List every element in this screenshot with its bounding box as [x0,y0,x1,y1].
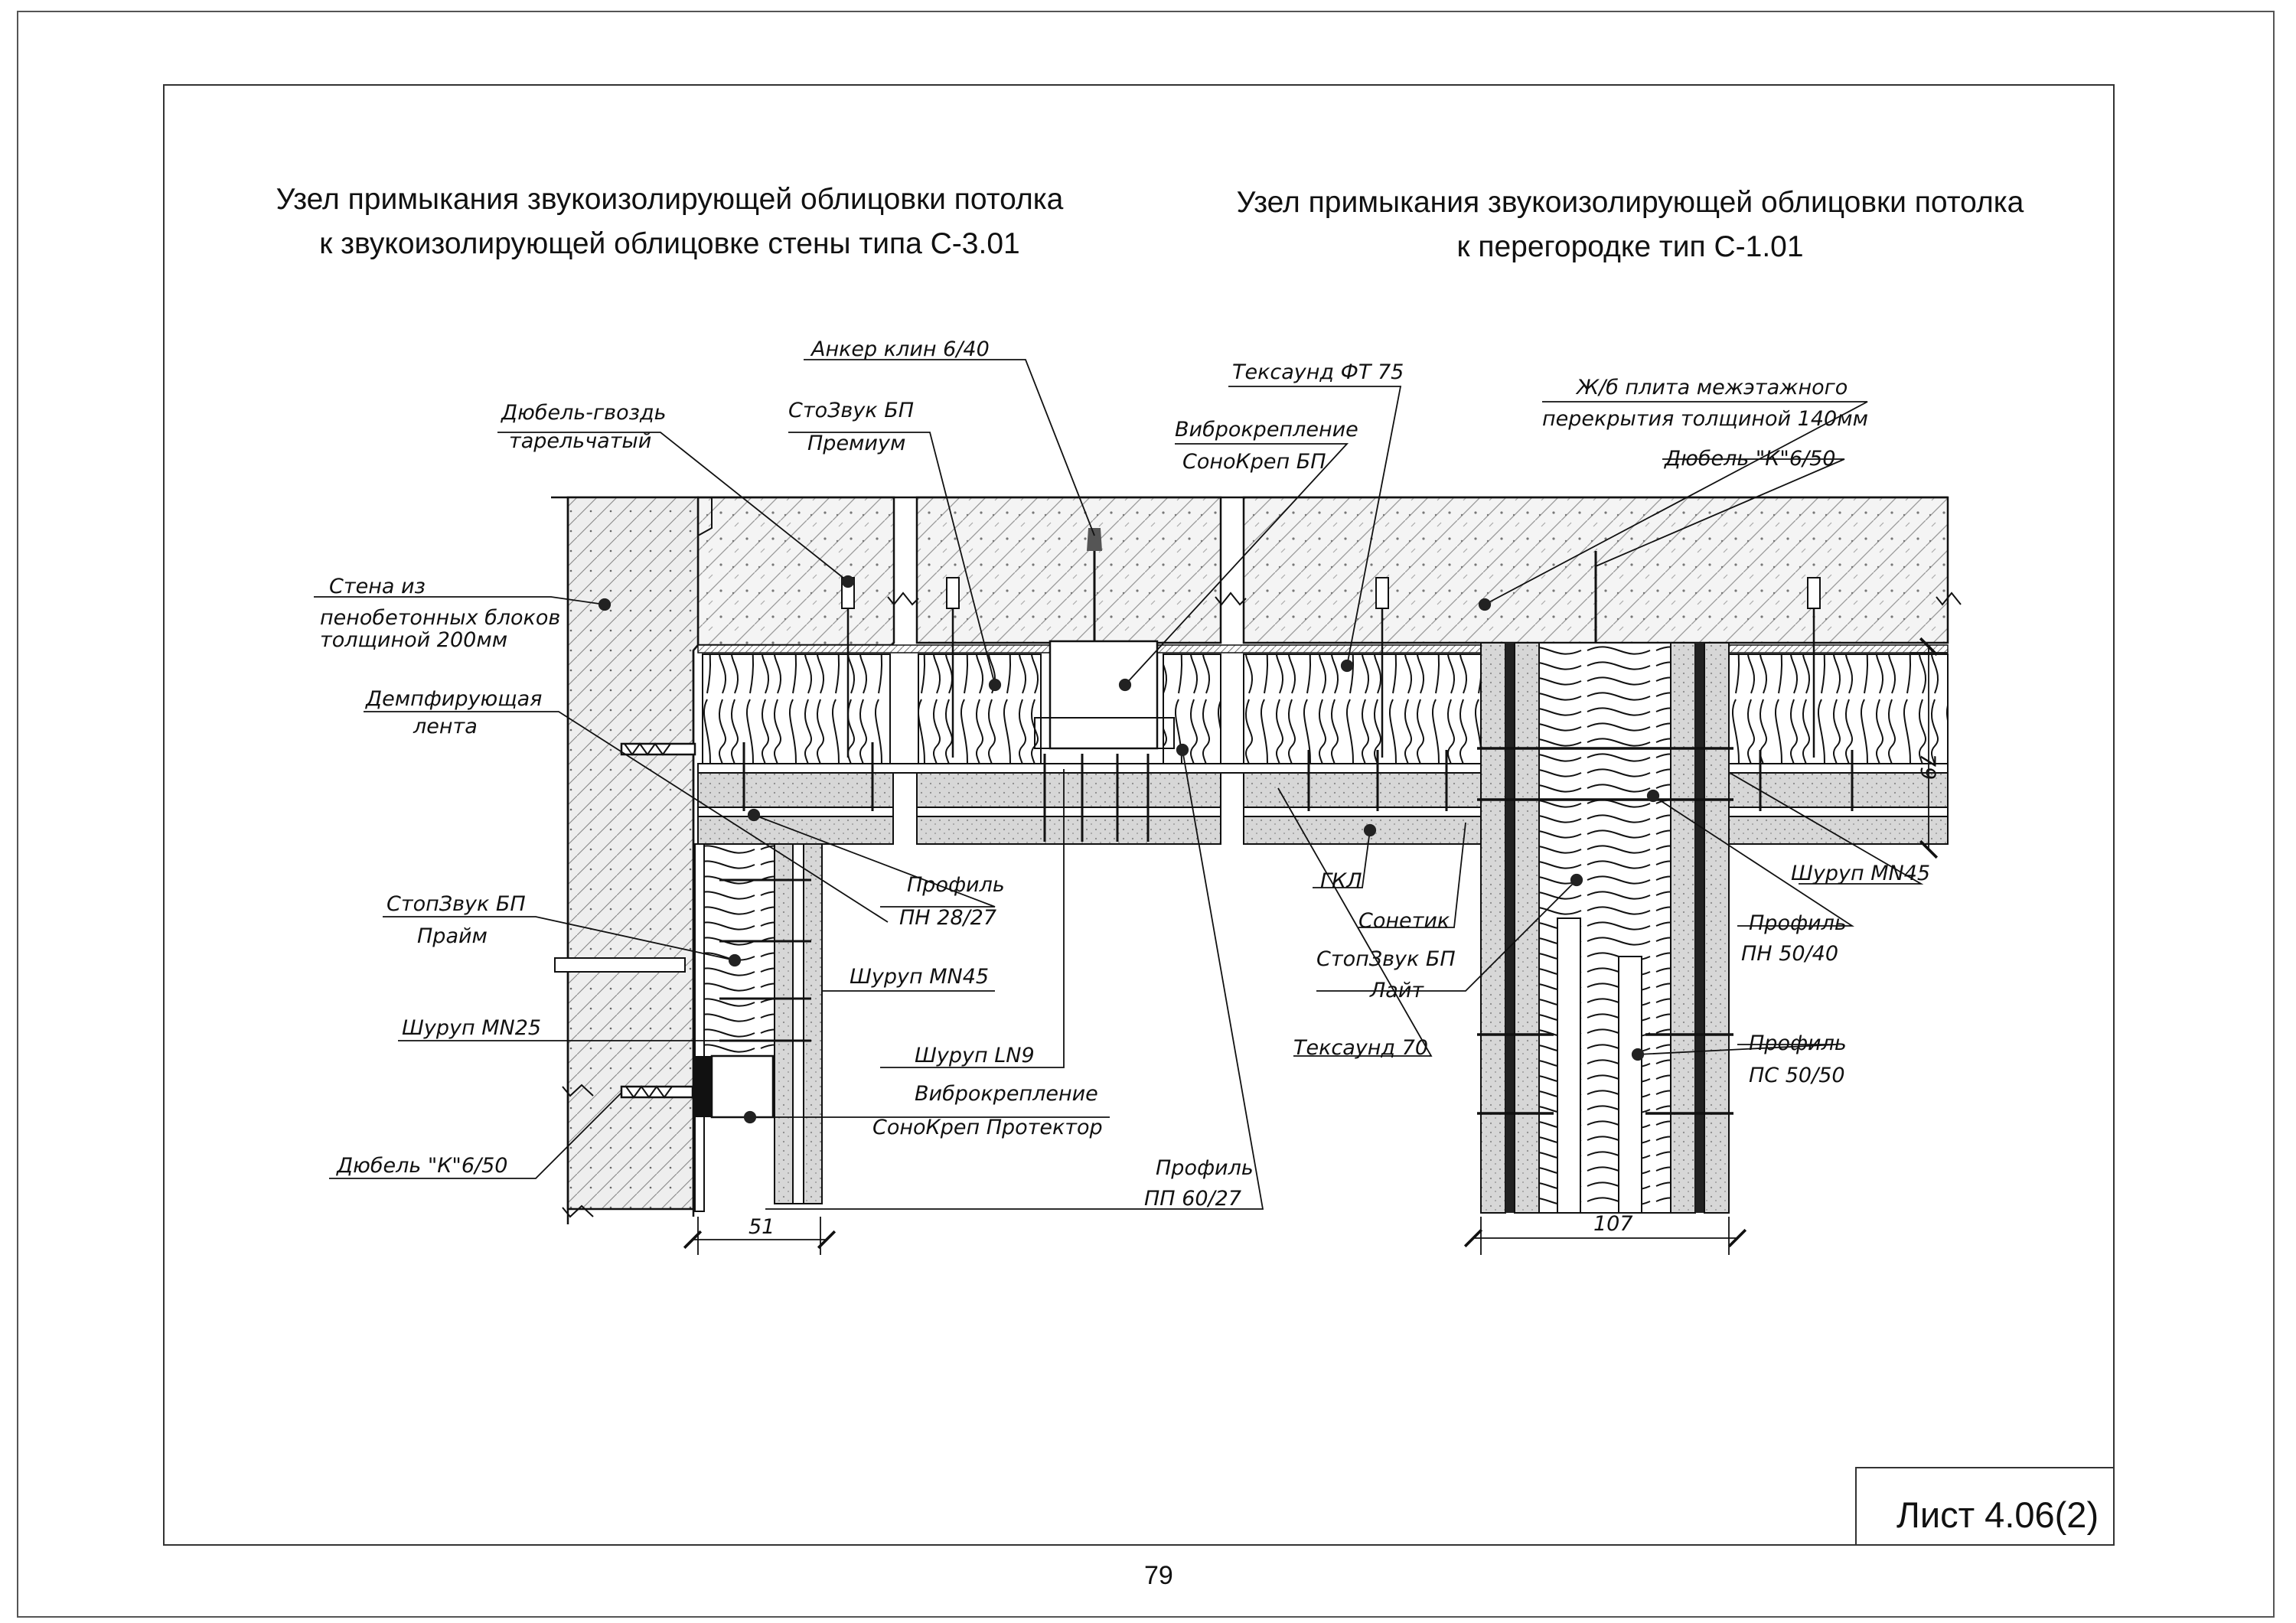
label-teksaund-70: Тексаунд 70 [1293,1036,1429,1060]
dim-107: 107 [1593,1212,1633,1236]
sheet-number: Лист 4.06(2) [1896,1494,2099,1535]
label-dowel-k-left: Дюбель "К"6/50 [337,1154,508,1178]
label-gkl: ГКЛ [1320,869,1362,893]
left-title-line-1: Узел примыкания звукоизолирующей облицовки потолка [276,183,1064,216]
label-wall: Стена из [329,575,426,598]
label-dowel-nail-2: тарельчатый [509,429,652,453]
label-damper-tape-2: лента [413,715,478,738]
label-screw-mn45-left: Шуруп МN45 [850,965,990,989]
page-number: 79 [1144,1561,1173,1590]
partition [1477,551,1733,1213]
label-stopzvuk-premium: СтоЗвук БП [788,399,915,422]
label-anchor-wedge: Анкер клин 6/40 [811,337,990,361]
label-stopzvuk-lite: СтопЗвук БП [1316,947,1456,971]
left-title-line-2: к звукоизолирующей облицовке стены типа С-3.01 [319,227,1020,260]
label-vibro-bp-2: СоноКреп БП [1182,450,1326,474]
label-stopzvuk-prime-2: Прайм [417,924,488,948]
label-dowel-nail: Дюбель-гвоздь [501,401,667,425]
label-teksaund-ft75: Тексаунд ФТ 75 [1232,360,1404,384]
label-profile-pn5040: Профиль [1749,911,1847,935]
label-slab-2: перекрытия толщиной 140мм [1542,407,1868,431]
dim-51: 51 [748,1215,775,1239]
label-profile-pn2827: Профиль [907,873,1005,897]
label-stopzvuk-prime: СтопЗвук БП [386,892,526,916]
label-wall-3: толщиной 200мм [320,628,508,652]
label-vibro-bp: Виброкрепление [1175,418,1358,442]
dim-79: 79 [1916,754,1939,781]
label-profile-pn2827-2: ПН 28/27 [899,906,996,930]
right-title-line-2: к перегородке тип С-1.01 [1456,230,1804,263]
label-dowel-k-top: Дюбель "К"6/50 [1665,447,1836,471]
label-profile-pp6027: Профиль [1156,1156,1254,1180]
label-wall-2: пенобетонных блоков [320,606,561,630]
label-stopzvuk-premium-2: Премиум [807,432,906,455]
label-slab: Ж/б плита межэтажного [1577,376,1848,399]
label-damper-tape: Демпфирующая [366,687,543,711]
label-profile-pp6027-2: ПП 60/27 [1144,1187,1241,1211]
label-vibro-protector: Виброкрепление [915,1082,1098,1106]
label-screw-mn45-right: Шуруп МN45 [1791,862,1931,885]
label-profile-ps5050: Профиль [1749,1031,1847,1055]
label-screw-mn25: Шуруп МN25 [402,1016,542,1040]
right-title-line-1: Узел примыкания звукоизолирующей облицовки потолка [1236,186,2024,219]
label-profile-pn5040-2: ПН 50/40 [1741,942,1838,966]
label-vibro-protector-2: СоноКреп Протектор [872,1116,1103,1139]
label-screw-ln9: Шуруп LN9 [915,1044,1035,1067]
concrete-slab [551,497,1961,645]
label-sonetik: Сонетик [1358,909,1450,933]
foam-block-wall [555,497,712,1224]
label-stopzvuk-lite-2: Лайт [1370,979,1424,1002]
label-profile-ps5050-2: ПС 50/50 [1749,1064,1845,1087]
